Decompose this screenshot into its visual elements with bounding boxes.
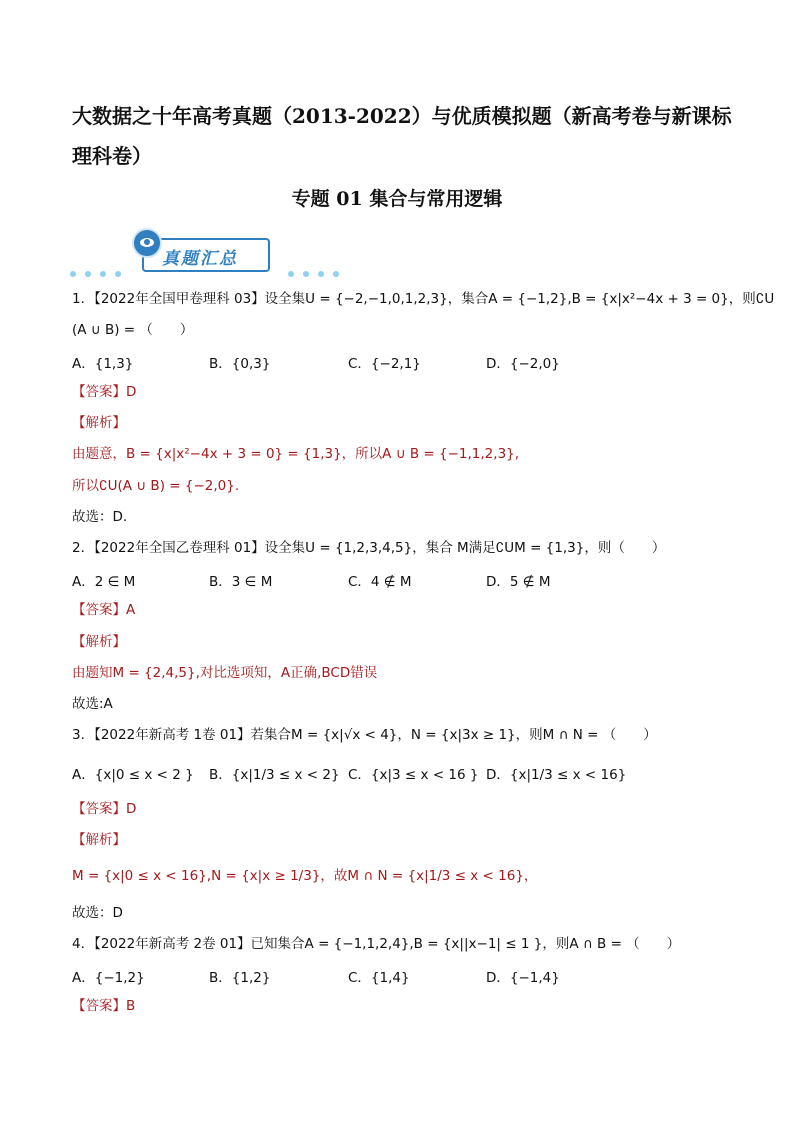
question-4-answer: 【答案】B: [72, 998, 136, 1014]
question-2-option-a: A．2 ∈ M: [72, 574, 136, 590]
question-3-answer: 【答案】D: [72, 801, 137, 817]
question-2-analysis-label: 【解析】: [72, 634, 126, 650]
question-3-analysis-line-1: M = {x|0 ≤ x < 16},N = {x|x ≥ 1/3}，故M ∩ N = {x|1/3 ≤ x < 16}，: [72, 868, 538, 884]
decorative-dots-left: [70, 262, 130, 281]
question-1-stem-cont: (A ∪ B) = （ ）: [72, 322, 194, 338]
question-1-analysis-line-1: 由题意，B = {x|x²−4x + 3 = 0} = {1,3}，所以A ∪ B = {−1,1,2,3},: [72, 446, 520, 462]
section-label: 真题汇总: [162, 249, 238, 269]
question-2-option-d: D．5 ∉ M: [486, 574, 551, 590]
eye-icon: [132, 228, 162, 258]
question-1-answer: 【答案】D: [72, 384, 137, 400]
decorative-dots-right: [288, 262, 348, 281]
topic-subtitle: 专题 01 集合与常用逻辑: [291, 188, 503, 210]
question-2-option-c: C．4 ∉ M: [348, 574, 412, 590]
question-4-stem: 4．【2022年新高考 2卷 01】已知集合A = {−1,1,2,4},B = {x||x−1| ≤ 1 }，则A ∩ B = （ ）: [72, 936, 681, 952]
question-1-option-c: C．{−2,1}: [348, 356, 421, 372]
question-1-stem: 1．【2022年全国甲卷理科 03】设全集U = {−2,−1,0,1,2,3}，集合A = {−1,2},B = {x|x²−4x + 3 = 0}，则∁U: [72, 291, 775, 307]
question-3-analysis-label: 【解析】: [72, 832, 126, 848]
question-3-option-c: C．{x|3 ≤ x < 16 }: [348, 767, 479, 783]
question-1-option-b: B．{0,3}: [209, 356, 271, 372]
question-1-option-d: D．{−2,0}: [486, 356, 560, 372]
question-4-option-b: B．{1,2}: [209, 970, 271, 986]
question-3-option-b: B．{x|1/3 ≤ x < 2}: [209, 767, 340, 783]
question-4-option-c: C．{1,4}: [348, 970, 410, 986]
question-2-analysis-line-1: 由题知M = {2,4,5},对比选项知，A正确,BCD错误: [72, 665, 378, 681]
question-1-conclusion: 故选：D.: [72, 509, 128, 525]
question-1-option-a: A．{1,3}: [72, 356, 134, 372]
question-1-analysis-label: 【解析】: [72, 415, 126, 431]
question-3-stem: 3．【2022年新高考 1卷 01】若集合M = {x|√x < 4}，N = {x|3x ≥ 1}，则M ∩ N = （ ）: [72, 727, 657, 743]
question-2-answer: 【答案】A: [72, 602, 136, 618]
question-3-conclusion: 故选：D: [72, 905, 123, 921]
question-2-stem: 2．【2022年全国乙卷理科 01】设全集U = {1,2,3,4,5}，集合 M满足∁UM = {1,3}，则（ ）: [72, 540, 666, 556]
document-title: 大数据之十年高考真题（2013-2022）与优质模拟题（新高考卷与新课标理科卷）: [72, 104, 732, 168]
question-3-option-a: A．{x|0 ≤ x < 2 }: [72, 767, 194, 783]
question-4-option-a: A．{−1,2}: [72, 970, 145, 986]
section-banner: [70, 228, 350, 272]
question-2-conclusion: 故选:A: [72, 696, 113, 712]
question-4-option-d: D．{−1,4}: [486, 970, 560, 986]
question-3-option-d: D．{x|1/3 ≤ x < 16}: [486, 767, 627, 783]
question-1-analysis-line-2: 所以∁U(A ∪ B) = {−2,0}.: [72, 478, 240, 494]
question-2-option-b: B．3 ∈ M: [209, 574, 273, 590]
